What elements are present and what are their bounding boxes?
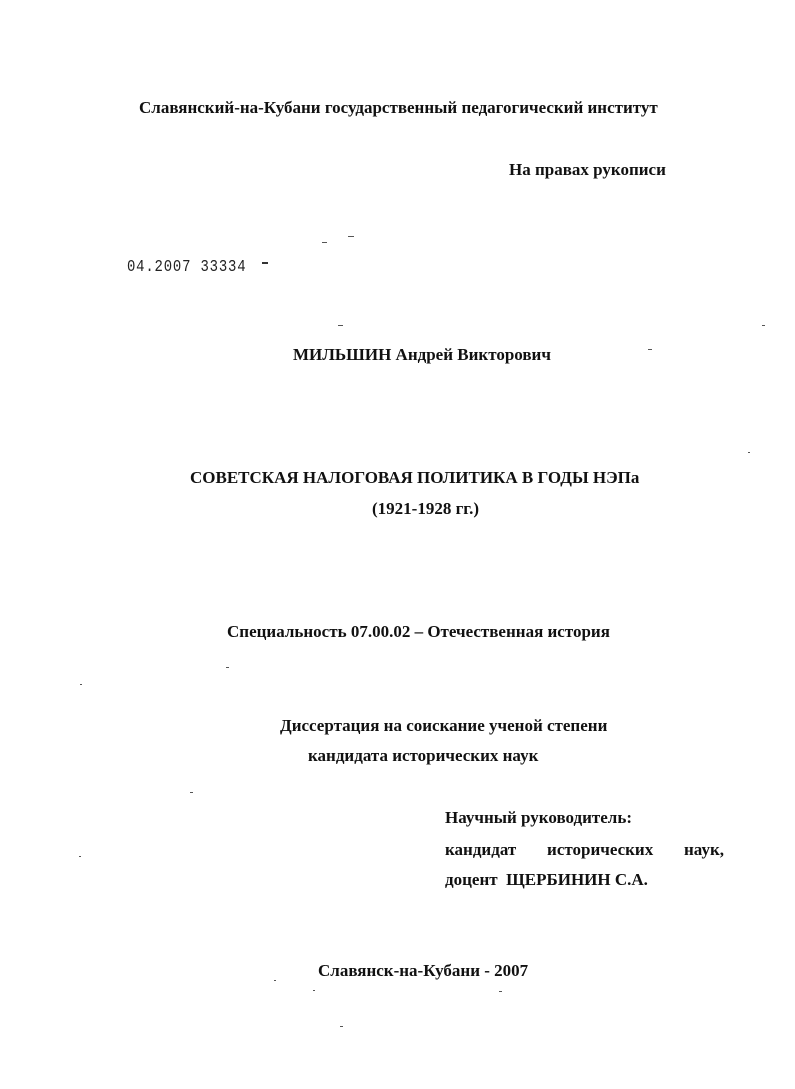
advisor-heading: Научный руководитель: [445,808,632,827]
author-name [293,345,551,365]
scan-speck [80,684,82,685]
scan-speck [340,1026,343,1027]
scan-speck [348,236,354,237]
scan-speck [762,325,765,326]
scan-speck [313,990,315,991]
thesis-years: (1921-1928 гг.) [372,499,480,518]
scan-speck [748,452,750,453]
archive-stamp-number: 04.2007 33334 [127,258,247,277]
scan-speck [499,991,502,992]
specialty-line: Специальность 07.00.02 – Отечественная история [227,622,610,641]
advisor-degree-line [445,840,724,860]
stamp-mark [262,262,268,264]
advisor-degree-word-2: исторических [547,840,654,859]
city-and-year: Славянск-на-Кубани - 2007 [318,961,529,980]
dissertation-degree-line-1: Диссертация на соискание ученой степени [280,716,608,735]
author-surname: МИЛЬШИН [293,345,392,364]
advisor-name-line: доцент ЩЕРБИНИН С.А. [445,870,648,889]
scan-speck [274,980,276,981]
scan-speck [322,242,327,243]
scan-speck [190,792,193,793]
scan-speck [79,856,81,857]
scan-speck [648,349,652,350]
manuscript-rights-note: На правах рукописи [509,160,666,179]
advisor-degree-word-3: наук, [684,840,724,859]
advisor-degree-word-1: кандидат [445,840,517,859]
thesis-title: СОВЕТСКАЯ НАЛОГОВАЯ ПОЛИТИКА В ГОДЫ НЭПа [190,468,640,487]
dissertation-degree-line-2: кандидата исторических наук [308,746,539,765]
scan-speck [226,667,229,668]
institute-name: Славянский-на-Кубани государственный педагогический институт [139,98,658,117]
author-given-names: Андрей Викторович [395,345,551,364]
scan-speck [338,325,343,326]
